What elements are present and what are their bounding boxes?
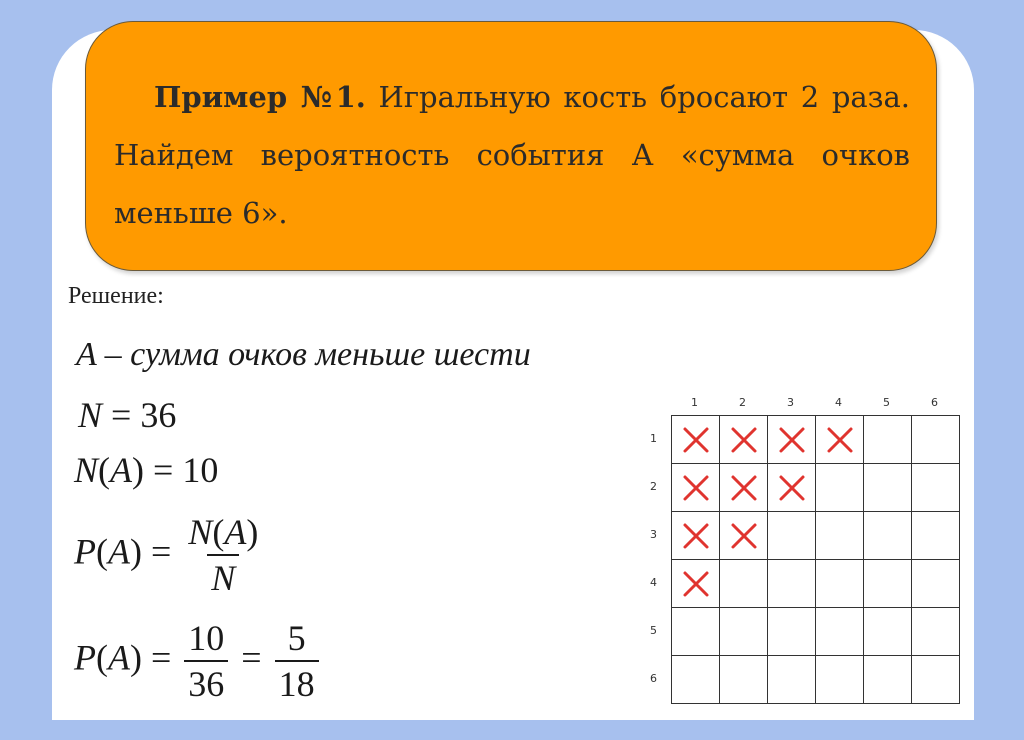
row-label: 2 — [650, 480, 657, 493]
grid-cell — [816, 560, 864, 608]
grid-cell — [768, 608, 816, 656]
example-statement — [114, 68, 910, 242]
grid-cell — [720, 656, 768, 704]
fraction-numerator: N(A) — [188, 512, 259, 552]
grid-cell-crossed — [768, 416, 816, 464]
grid-cell-crossed — [768, 464, 816, 512]
grid-cell — [768, 512, 816, 560]
row-label: 3 — [650, 528, 657, 541]
row-label: 1 — [650, 432, 657, 445]
grid-cell — [864, 464, 912, 512]
grid-row — [672, 512, 960, 560]
result-fraction-2 — [275, 616, 319, 706]
cross-mark-icon — [730, 522, 758, 550]
grid-cell-crossed — [720, 416, 768, 464]
grid-cell — [816, 512, 864, 560]
cross-mark-icon — [778, 474, 806, 502]
grid-cell — [912, 608, 960, 656]
example-number: Пример №1. — [154, 80, 366, 114]
grid-cell-crossed — [672, 464, 720, 512]
formula-probability-definition: P(A) = $\frac{N(A)}{N}$ — [74, 510, 266, 600]
grid-cell — [912, 656, 960, 704]
outcome-table — [671, 415, 960, 704]
result-fraction-1 — [184, 616, 228, 706]
event-description: – сумма очков меньше шести — [96, 336, 531, 373]
grid-row — [672, 608, 960, 656]
grid-cell-crossed — [720, 464, 768, 512]
outcome-grid — [640, 390, 970, 710]
grid-row — [672, 416, 960, 464]
grid-cell-crossed — [672, 512, 720, 560]
result-prob-arg: A — [108, 637, 130, 678]
grid-cell — [912, 560, 960, 608]
grid-cell — [720, 560, 768, 608]
grid-cell — [864, 656, 912, 704]
grid-cell — [768, 560, 816, 608]
grid-cell — [816, 608, 864, 656]
result-fraction-2-numerator: 5 — [287, 618, 306, 658]
total-variable: N — [78, 395, 103, 435]
cross-mark-icon — [730, 474, 758, 502]
cross-mark-icon — [826, 426, 854, 454]
grid-cell — [816, 656, 864, 704]
grid-cell — [864, 608, 912, 656]
probability-fraction — [184, 510, 262, 600]
grid-cell-crossed — [816, 416, 864, 464]
numerator-arg: A — [224, 512, 247, 552]
row-label: 4 — [650, 576, 657, 589]
favorable-value: = 10 — [144, 450, 219, 490]
formula-probability-result: P(A) = $\frac{10}{36}$ = $\frac{5}{18}$ — [74, 616, 323, 706]
example-title-box — [85, 21, 937, 271]
prob-arg: A — [108, 531, 130, 572]
prob-variable: P — [74, 531, 96, 572]
grid-row — [672, 560, 960, 608]
cross-mark-icon — [682, 474, 710, 502]
grid-cell — [912, 512, 960, 560]
result-prob-variable: P — [74, 637, 96, 678]
cross-mark-icon — [682, 570, 710, 598]
grid-cell — [912, 416, 960, 464]
grid-cell-crossed — [672, 416, 720, 464]
grid-cell-crossed — [672, 560, 720, 608]
column-label: 5 — [883, 396, 890, 409]
example-text: Игральную кость бросают 2 раза. Найдем вероятность события А «сумма очков меньше 6». — [114, 80, 911, 230]
favorable-arg: A — [110, 450, 133, 490]
result-fraction-1-numerator: 10 — [188, 618, 225, 658]
grid-cell — [816, 464, 864, 512]
grid-cell — [864, 560, 912, 608]
grid-cell — [672, 656, 720, 704]
cross-mark-icon — [682, 522, 710, 550]
column-label: 3 — [787, 396, 794, 409]
total-value: = 36 — [102, 395, 177, 435]
formula-total-outcomes — [78, 394, 176, 436]
grid-cell — [672, 608, 720, 656]
column-label: 2 — [739, 396, 746, 409]
row-label: 6 — [650, 672, 657, 685]
numerator-variable: N — [188, 512, 213, 552]
grid-cell — [864, 512, 912, 560]
formula-event-definition — [76, 336, 531, 374]
solution-label: Решение: — [68, 283, 164, 309]
column-label: 6 — [931, 396, 938, 409]
grid-row — [672, 656, 960, 704]
fraction-denominator: N — [207, 554, 239, 600]
grid-cell-crossed — [720, 512, 768, 560]
cross-mark-icon — [730, 426, 758, 454]
grid-cell — [720, 608, 768, 656]
result-fraction-1-denominator: 36 — [184, 660, 228, 706]
row-label: 5 — [650, 624, 657, 637]
grid-cell — [768, 656, 816, 704]
cross-mark-icon — [778, 426, 806, 454]
grid-row — [672, 464, 960, 512]
column-label: 1 — [691, 396, 698, 409]
favorable-variable: N — [74, 450, 99, 490]
event-variable: A — [76, 336, 97, 373]
result-fraction-2-denominator: 18 — [275, 660, 319, 706]
formula-favorable-outcomes: N(A) = 10 — [74, 450, 219, 490]
grid-cell — [912, 464, 960, 512]
column-label: 4 — [835, 396, 842, 409]
cross-mark-icon — [682, 426, 710, 454]
grid-cell — [864, 416, 912, 464]
